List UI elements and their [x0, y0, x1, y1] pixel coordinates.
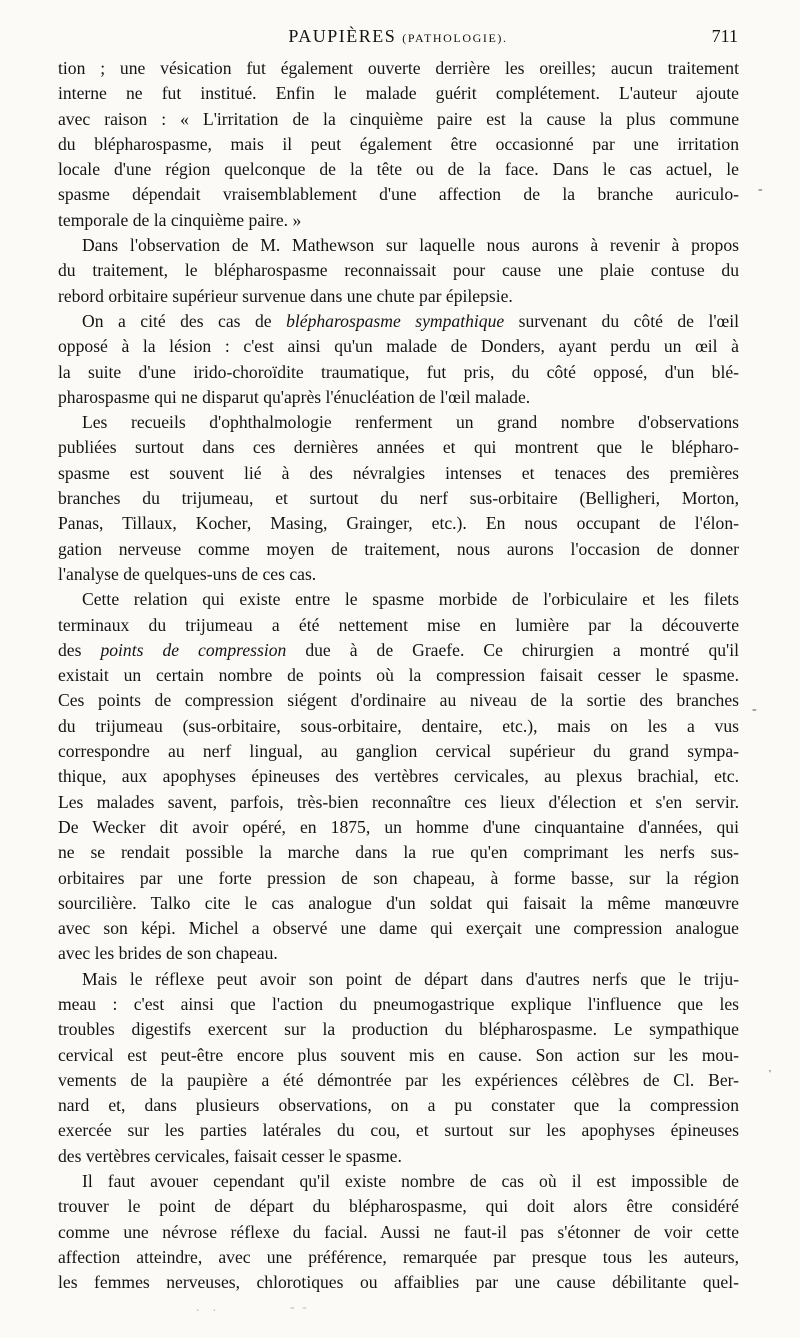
text-line: vements de la paupière a été démontrée par les expériences célèbres de Cl. Ber-: [58, 1069, 739, 1090]
running-title-text: PAUPIÈRES: [288, 26, 397, 46]
text-line: affection atteindre, avec une préférence, remarquée par presque tous les auteurs,: [58, 1246, 739, 1267]
text-line: opposé à la lésion : c'est ainsi qu'un malade de Donders, ayant perdu un œil à: [58, 336, 739, 357]
running-subtitle: (PATHOLOGIE).: [402, 31, 508, 45]
text-line: avec les brides de son chapeau.: [58, 943, 278, 964]
text-line: tion ; une vésication fut également ouverte derrière les oreilles; aucun traitement: [58, 58, 739, 78]
text-line: ne se rendait possible la marche dans la rue qu'en comprimant les nerfs sus-: [58, 842, 739, 863]
text-line: du trijumeau (sus-orbitaire, sous-orbitaire, dentaire, etc.), mais on les a vus: [58, 715, 739, 736]
text-line: terminaux du trijumeau a été nettement mise en lumière par la découverte: [58, 614, 739, 635]
margin-mark: -: [758, 182, 763, 197]
text-line: thique, aux apophyses épineuses des vertèbres cervicales, au plexus brachial, etc.: [58, 766, 739, 787]
margin-mark: ': [769, 1068, 771, 1080]
text-line: troubles digestifs exercent sur la production du blépharospasme. Le sympathique: [58, 1019, 739, 1040]
text-line: des points de compression due à de Graefe. Ce chirurgien a montré qu'il: [58, 639, 740, 660]
text-line: avec raison : « L'irritation de la cinquième paire est la cause la plus commune: [58, 108, 739, 129]
text-line: du blépharospasme, mais il peut également être occasionné par une irritation: [58, 133, 739, 154]
text-line: exercée sur les parties latérales du cou, et surtout sur les apophyses épineuses: [58, 1120, 739, 1141]
text-line: orbitaires par une forte pression de son chapeau, à forme basse, sur la région: [58, 867, 739, 888]
text-line: cervical est peut-être encore plus souvent mis en cause. Son action sur les mou-: [58, 1044, 739, 1065]
text-line: rebord orbitaire supérieur survenue dans une chute par épilepsie.: [58, 285, 513, 306]
text-line: Ces points de compression siégent d'ordinaire au niveau de la sortie des branches: [58, 690, 739, 711]
margin-mark: -: [752, 702, 757, 717]
print-smudge: - -: [290, 1300, 309, 1315]
paragraph: [58, 967, 739, 1169]
text-line: existait un certain nombre de points où la compression faisait cesser le spasme.: [58, 665, 739, 686]
paragraph: [58, 309, 739, 410]
paragraph: [58, 587, 739, 966]
text-line: On a cité des cas de blépharospasme sympathique survenant du côté de l'œil: [82, 310, 740, 331]
text-line: meau : c'est ainsi que l'action du pneumogastrique explique l'influence que les: [58, 993, 739, 1014]
running-head: [58, 26, 738, 52]
text-line: Mais le réflexe peut avoir son point de départ dans d'autres nerfs que le triju-: [82, 968, 739, 989]
italic-term: blépharospasme sympathique: [286, 310, 505, 331]
text-line: locale d'une région quelconque de la tête ou de la face. Dans le cas actuel, le: [58, 159, 739, 180]
text-line: spasme est souvent lié à des névralgies intenses et tenaces des premières: [58, 462, 739, 483]
text-line: De Wecker dit avoir opéré, en 1875, un homme d'une cinquantaine d'années, qui: [58, 816, 739, 837]
italic-term: points de compression: [100, 639, 287, 660]
print-smudge: . .: [196, 1300, 218, 1315]
text-line: du traitement, le blépharospasme reconnaissait pour cause une plaie contuse du: [58, 260, 739, 281]
text-line: trouver le point de départ du blépharospasme, qui doit alors être considéré: [58, 1196, 739, 1217]
text-line: correspondre au nerf lingual, au ganglion cervical supérieur du grand sympa-: [58, 741, 739, 762]
text-line: comme une névrose réflexe du facial. Aussi ne faut-il pas s'étonner de voir cette: [58, 1221, 739, 1242]
paragraph: [58, 56, 739, 233]
text-line: Cette relation qui existe entre le spasme morbide de l'orbiculaire et les filets: [82, 589, 739, 610]
text-line: les femmes nerveuses, chlorotiques ou affaiblies par une cause débilitante quel-: [58, 1272, 739, 1293]
text-line: sourcilière. Talko cite le cas analogue d'un soldat qui faisait la même manœuvre: [58, 892, 739, 913]
text-line: des vertèbres cervicales, faisait cesser le spasme.: [58, 1145, 402, 1166]
running-title: [58, 26, 738, 47]
text-line: avec son képi. Michel a observé une dame qui exerçait une compression analogue: [58, 918, 739, 939]
text-line: l'analyse de quelques-uns de ces cas.: [58, 563, 317, 584]
text-line: Dans l'observation de M. Mathewson sur laquelle nous aurons à revenir à propos: [82, 235, 739, 256]
paragraph: [58, 1169, 739, 1295]
body-text: [58, 56, 739, 1296]
text-line: Les recueils d'ophthalmologie renferment un grand nombre d'observations: [82, 412, 739, 433]
text-line: Panas, Tillaux, Kocher, Masing, Grainger, etc.). En nous occupant de l'élon-: [58, 513, 739, 534]
text-line: nard et, dans plusieurs observations, on a pu constater que la compression: [58, 1095, 739, 1116]
text-line: Il faut avouer cependant qu'il existe nombre de cas où il est impossible de: [82, 1171, 739, 1192]
text-line: temporale de la cinquième paire. »: [58, 209, 302, 230]
text-line: gation nerveuse comme moyen de traitement, nous aurons l'occasion de donner: [58, 538, 739, 559]
page-number: 711: [711, 26, 738, 46]
paragraph: [58, 233, 739, 309]
text-line: publiées surtout dans ces dernières années et qui montrent que le blépharo-: [58, 437, 739, 458]
text-line: branches du trijumeau, et surtout du nerf sus-orbitaire (Belligheri, Morton,: [58, 488, 739, 509]
text-line: Les malades savent, parfois, très-bien reconnaître ces lieux d'élection et s'en servir.: [58, 791, 739, 812]
text-line: pharospasme qui ne disparut qu'après l'énucléation de l'œil malade.: [58, 386, 531, 407]
text-line: interne ne fut institué. Enfin le malade guérit complétement. L'auteur ajoute: [58, 83, 739, 104]
text-line: spasme dépendait vraisemblablement d'une affection de la branche auriculo-: [58, 184, 739, 205]
text-line: la suite d'une irido-choroïdite traumatique, fut pris, du côté opposé, d'un blé-: [58, 361, 739, 382]
paragraph: [58, 410, 739, 587]
